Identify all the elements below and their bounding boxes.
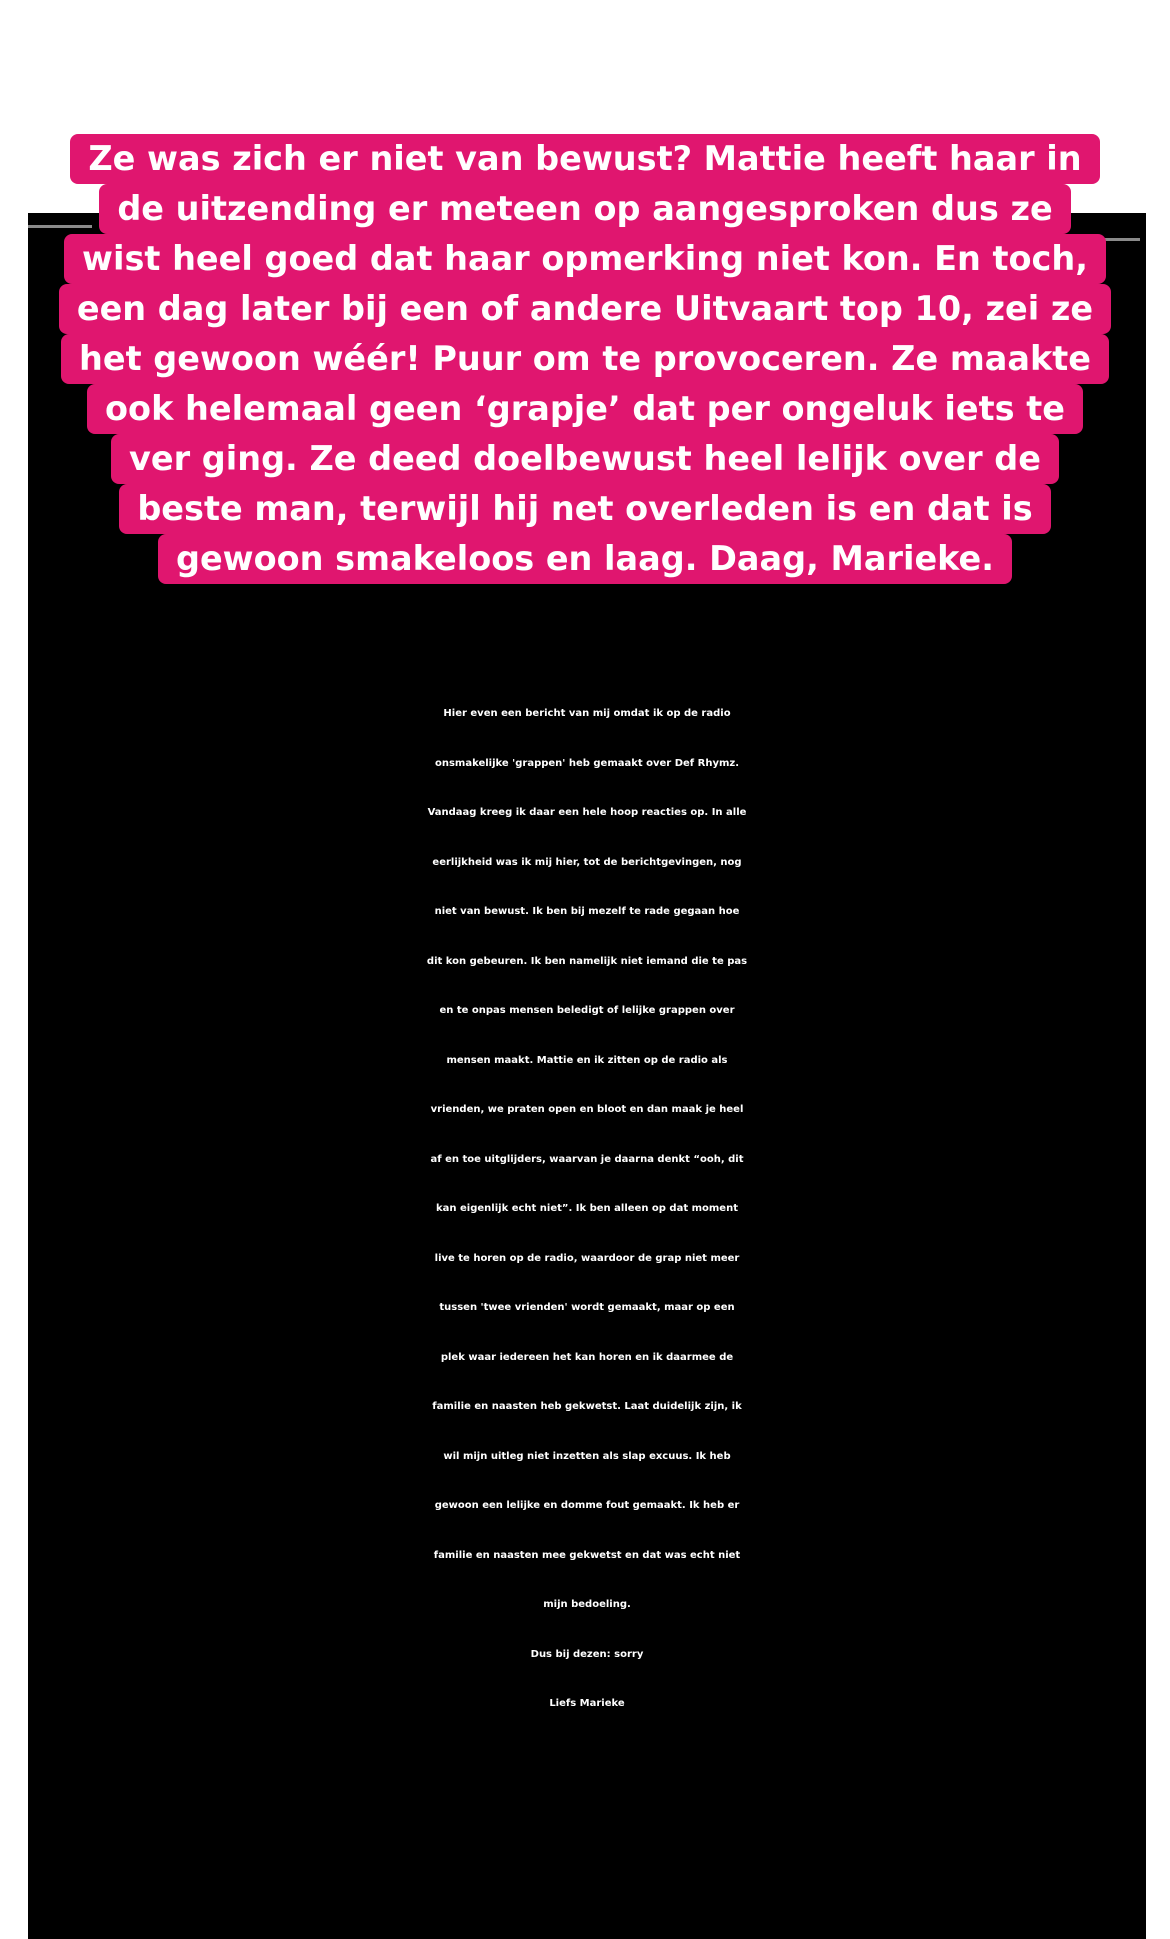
apology-line: dit kon gebeuren. Ik ben namelijk niet iemand die te pas xyxy=(426,955,748,967)
quote-line: ook helemaal geen ‘grapje’ dat per ongeluk iets te xyxy=(87,384,1083,434)
apology-line: live te horen op de radio, waardoor de grap niet meer xyxy=(434,1252,740,1264)
quote-line: wist heel goed dat haar opmerking niet kon. En toch, xyxy=(64,234,1106,284)
quote-line: gewoon smakeloos en laag. Daag, Marieke. xyxy=(158,534,1012,584)
apology-line: eerlijkheid was ik mij hier, tot de berichtgevingen, nog xyxy=(432,856,742,868)
quote-line: ver ging. Ze deed doelbewust heel lelijk over de xyxy=(111,434,1059,484)
apology-line: tussen 'twee vrienden' wordt gemaakt, maar op een xyxy=(439,1302,735,1313)
apology-line: gewoon een lelijke en domme fout gemaakt. Ik heb er xyxy=(434,1500,740,1511)
apology-line: vrienden, we praten open en bloot en dan maak je heel xyxy=(430,1104,744,1115)
apology-line: en te onpas mensen beledigt of lelijke grappen over xyxy=(439,1005,735,1016)
apology-line: wil mijn uitleg niet inzetten als slap excuus. Ik heb xyxy=(443,1450,731,1462)
apology-line: mijn bedoeling. xyxy=(543,1599,631,1610)
quote-line: een dag later bij een of andere Uitvaart top 10, zei ze xyxy=(59,284,1111,334)
quote-sticker xyxy=(52,134,1118,584)
apology-line: af en toe uitglijders, waarvan je daarna denkt “ooh, dit xyxy=(430,1153,744,1165)
quote-line: beste man, terwijl hij net overleden is en dat is xyxy=(119,484,1050,534)
apology-line: mensen maakt. Mattie en ik zitten op de radio als xyxy=(446,1054,728,1066)
apology-line: plek waar iedereen het kan horen en ik daarmee de xyxy=(440,1351,734,1363)
apology-line: Vandaag kreeg ik daar een hele hoop reacties op. In alle xyxy=(427,807,747,818)
apology-line: niet van bewust. Ik ben bij mezelf te rade gegaan hoe xyxy=(434,906,740,917)
quote-line: Ze was zich er niet van bewust? Mattie heeft haar in xyxy=(70,134,1099,184)
apology-message xyxy=(28,689,1146,1729)
apology-line: Hier even een bericht van mij omdat ik op de radio xyxy=(443,708,731,719)
quote-line: het gewoon wéér! Puur om te provoceren. Ze maakte xyxy=(61,334,1109,384)
apology-line: Liefs Marieke xyxy=(549,1698,625,1709)
quote-line: de uitzending er meteen op aangesproken dus ze xyxy=(99,184,1070,234)
apology-line: Dus bij dezen: sorry xyxy=(530,1648,644,1660)
apology-line: kan eigenlijk echt niet”. Ik ben alleen op dat moment xyxy=(436,1203,738,1214)
apology-line: familie en naasten mee gekwetst en dat was echt niet xyxy=(433,1549,741,1561)
apology-line: familie en naasten heb gekwetst. Laat duidelijk zijn, ik xyxy=(432,1401,742,1412)
apology-line: onsmakelijke 'grappen' heb gemaakt over Def Rhymz. xyxy=(434,757,740,769)
